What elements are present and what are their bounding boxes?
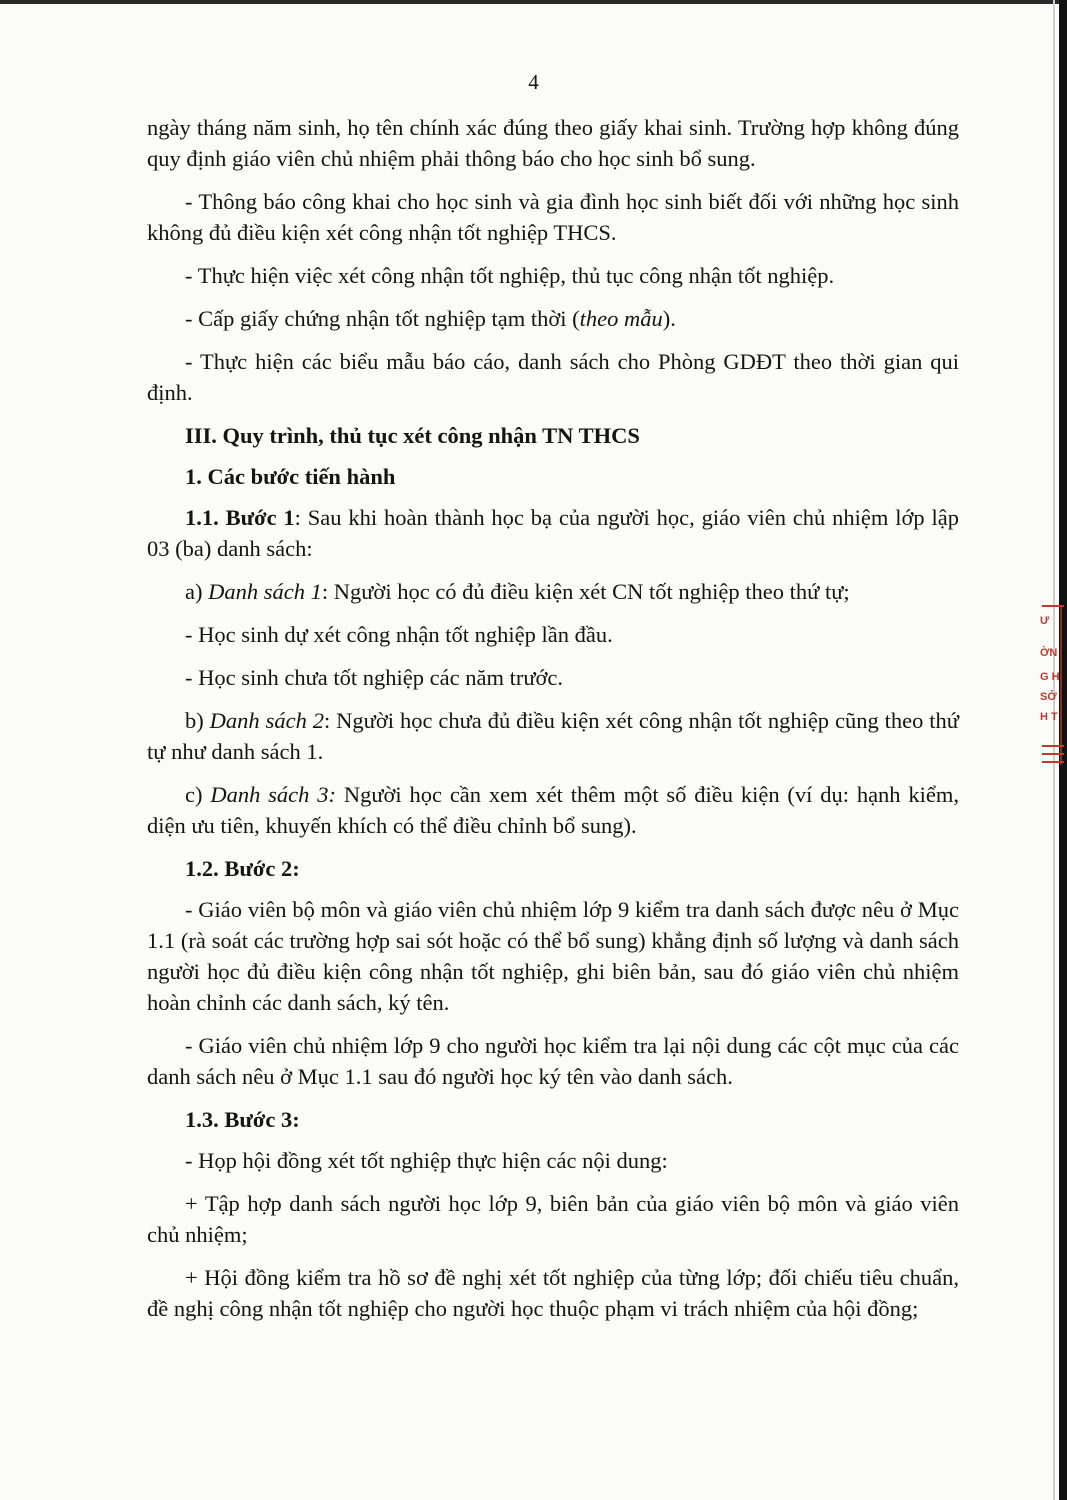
paragraph [147, 502, 959, 564]
page-number: 4 [528, 70, 539, 94]
italic-text: Danh sách 1 [208, 579, 322, 604]
stamp-text: H T [1040, 711, 1058, 723]
paragraph: - Giáo viên bộ môn và giáo viên chủ nhiệm lớp 9 kiểm tra danh sách được nêu ở Mục 1.1 (rà soát các trường hợp sai sót hoặc có thể bổ sung) khẳng định số lượng và danh sách người học đủ điều kiện công nhận tốt nghiệp, ghi biên bản, sau đó giáo viên chủ nhiệm hoàn chỉnh các danh sách, ký tên. [147, 897, 959, 1015]
paragraph: + Tập hợp danh sách người học lớp 9, biên bản của giáo viên bộ môn và giáo viên chủ nhiệm; [147, 1191, 959, 1247]
paragraph: - Giáo viên chủ nhiệm lớp 9 cho người học kiểm tra lại nội dung các cột mục của các danh sách nêu ở Mục 1.1 sau đó người học ký tên vào danh sách. [147, 1033, 959, 1089]
text-run: ). [662, 306, 676, 331]
list-item [147, 576, 959, 607]
stamp-text: SỞ [1040, 691, 1057, 703]
italic-text: theo mẫu [579, 306, 663, 331]
text-run: a) [185, 579, 209, 604]
heading-text: 1.3. Bước 3: [185, 1107, 300, 1132]
document-body [147, 112, 959, 1336]
italic-text: Danh sách 2 [209, 708, 325, 733]
stamp-bar [1042, 745, 1064, 747]
stamp-edge-line [1060, 605, 1062, 765]
text-run: - Cấp giấy chứng nhận tốt nghiệp tạm thời ( [185, 306, 580, 331]
scan-top-edge [0, 0, 1067, 4]
text-run: : Người học có đủ điều kiện xét CN tốt nghiệp theo thứ tự; [321, 579, 850, 604]
stamp-bar [1042, 753, 1064, 755]
list-item [147, 705, 959, 767]
heading-text: 1.2. Bước 2: [185, 856, 300, 881]
heading-text: 1. Các bước tiến hành [185, 464, 396, 489]
stamp-bar [1042, 605, 1064, 607]
paragraph: + Hội đồng kiểm tra hồ sơ đề nghị xét tốt nghiệp của từng lớp; đối chiếu tiêu chuẩn, đề nghị công nhận tốt nghiệp cho người học thuộc phạm vi trách nhiệm của hội đồng; [147, 1265, 959, 1321]
stamp-bar [1042, 761, 1064, 763]
italic-text: Danh sách 3: [210, 782, 336, 807]
red-stamp-fragment [1038, 605, 1064, 770]
list-item: - Học sinh chưa tốt nghiệp các năm trước. [185, 665, 564, 690]
step-label: 1.1. Bước 1 [185, 505, 295, 530]
stamp-text: ỜN [1040, 647, 1058, 659]
list-item: - Học sinh dự xét công nhận tốt nghiệp lần đầu. [185, 622, 613, 647]
text-run: c) [185, 782, 211, 807]
text-run: : Sau khi hoàn thành học bạ của người học, giáo viên chủ nhiệm lớp lập 03 (ba) danh sách: [147, 505, 959, 561]
list-item [147, 779, 959, 841]
paragraph: - Thông báo công khai cho học sinh và gia đình học sinh biết đối với những học sinh không đủ điều kiện xét công nhận tốt nghiệp THCS. [147, 189, 959, 245]
paragraph: - Họp hội đồng xét tốt nghiệp thực hiện các nội dung: [185, 1148, 668, 1173]
heading-text: III. Quy trình, thủ tục xét công nhận TN THCS [185, 423, 640, 448]
section-heading [147, 420, 959, 451]
paragraph [147, 303, 959, 334]
paragraph: - Thực hiện việc xét công nhận tốt nghiệp, thủ tục công nhận tốt nghiệp. [185, 263, 835, 288]
section-heading [147, 853, 959, 884]
section-heading [147, 461, 959, 492]
stamp-text: G H [1040, 671, 1060, 683]
text-run: b) [185, 708, 210, 733]
text-run: Người học cần xem xét thêm một số điều kiện (ví dụ: hạnh kiểm, diện ưu tiên, khuyến khích có thể điều chỉnh bổ sung). [147, 782, 960, 838]
section-heading [147, 1104, 959, 1135]
text-run: : Người học chưa đủ điều kiện xét công nhận tốt nghiệp cũng theo thứ tự như danh sách 1. [147, 708, 959, 764]
paragraph: - Thực hiện các biểu mẫu báo cáo, danh sách cho Phòng GDĐT theo thời gian qui định. [147, 349, 959, 405]
paragraph: ngày tháng năm sinh, họ tên chính xác đúng theo giấy khai sinh. Trường hợp không đúng quy định giáo viên chủ nhiệm phải thông báo cho học sinh bổ sung. [147, 115, 959, 171]
stamp-text: Ư [1040, 615, 1050, 627]
